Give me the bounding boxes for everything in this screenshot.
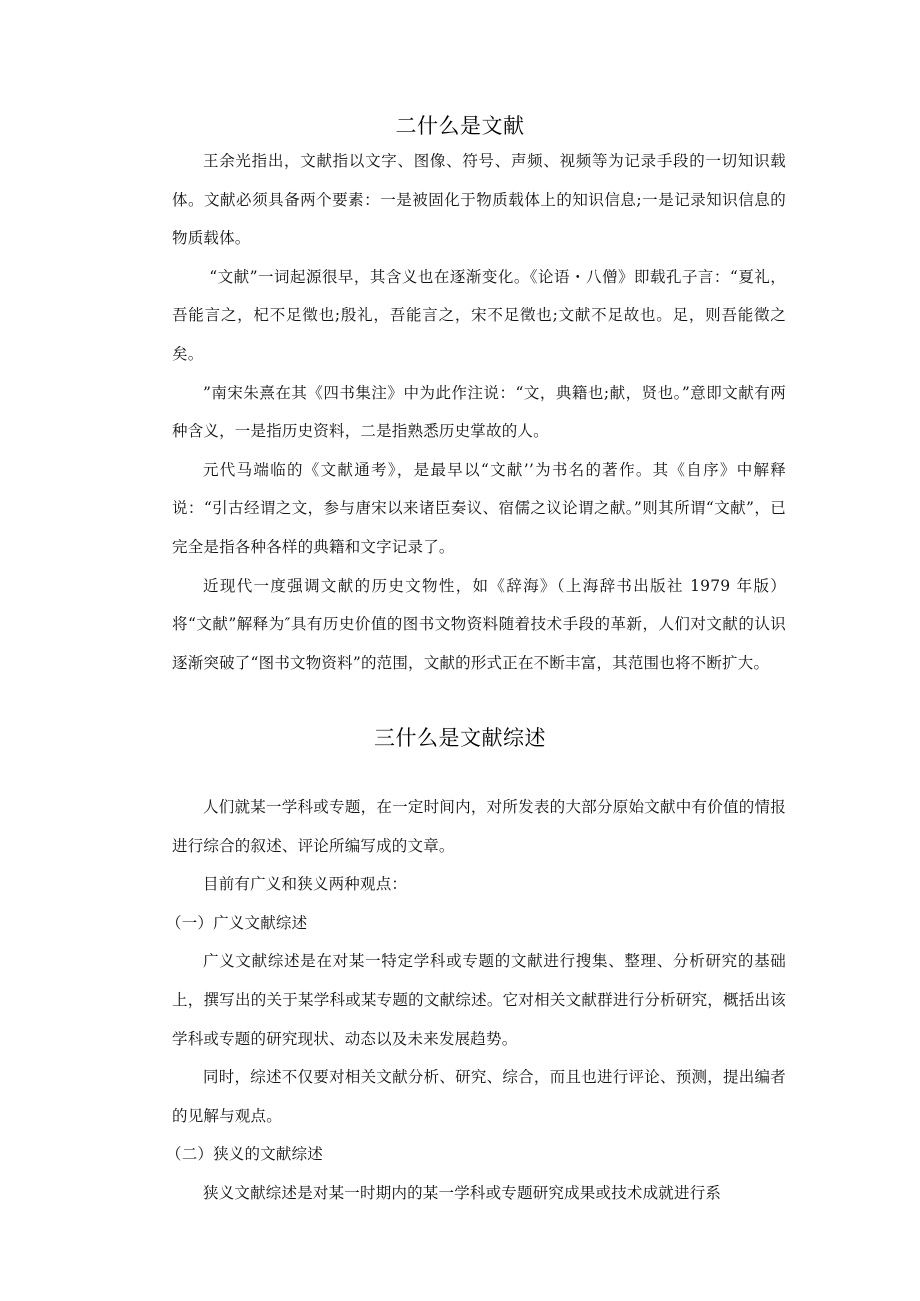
paragraph: 王余光指出，文献指以文字、图像、符号、声频、视频等为记录手段的一切知识载体。文献必须具备两个要素：一是被固化于物质载体上的知识信息;一是记录知识信息的物质载体。 xyxy=(172,152,786,248)
paragraph: 人们就某一学科或专题，在一定时间内，对所发表的大部分原始文献中有价值的情报进行综合的叙述、评论所编写成的文章。 xyxy=(172,798,786,855)
paragraph: 元代马端临的《文献通考》，是最早以“文献’’为书名的著作。其《自序》中解释说：“引古经谓之文，参与唐宋以来诸臣奏议、宿儒之议论谓之献。”则其所谓“文献”，已完全是指各种各样的典籍和文字记录了。 xyxy=(172,460,786,556)
paragraph: ”南宋朱熹在其《四书集注》中为此作注说：“文，典籍也;献，贤也。”意即文献有两种含义，一是指历史资料，二是指熟悉历史掌故的人。 xyxy=(172,383,786,441)
section-body-what-is-literature-review xyxy=(166,788,786,1213)
paragraph: “文献”一词起源很早，其含义也在逐渐变化。《论语・八僧》即载孔子言：“夏礼，吾能言之，杞不足徵也;殷礼，吾能言之，宋不足徵也;文献不足故也。足，则吾能徵之矣。 xyxy=(172,267,786,363)
subheading-broad-review: （一）广义文献综述 xyxy=(166,913,308,932)
section-heading-what-is-literature-review: 三什么是文献综述 xyxy=(374,726,546,750)
section-heading-what-is-literature: 二什么是文献 xyxy=(395,114,525,138)
paragraph: 广义文献综述是在对某一特定学科或专题的文献进行搜集、整理、分析研究的基础上，撰写出的关于某学科或某专题的文献综述。它对相关文献群进行分析研究，概括出该学科或专题的研究现状、动态以及未来发展趋势。 xyxy=(172,952,786,1048)
paragraph: 同时，综述不仅要对相关文献分析、研究、综合，而且也进行评论、预测，提出编者的见解与观点。 xyxy=(172,1068,786,1125)
section-body-what-is-literature xyxy=(172,142,786,682)
subheading-narrow-review: （二）狭义的文献综述 xyxy=(166,1145,324,1164)
paragraph: 近现代一度强调文献的历史文物性，如《辞海》（上海辞书出版社 1979 年版）将“文献”解释为″具有历史价值的图书文物资料随着技术手段的革新，人们对文献的认识逐渐突破了“图书文物资料”的范围，文献的形式正在不断丰富，其范围也将不断扩大。 xyxy=(172,576,786,672)
paragraph: 狭义文献综述是对某一时期内的某一学科或专题研究成果或技术成就进行系 xyxy=(203,1183,722,1202)
paragraph: 目前有广义和狭义两种观点： xyxy=(203,875,408,894)
